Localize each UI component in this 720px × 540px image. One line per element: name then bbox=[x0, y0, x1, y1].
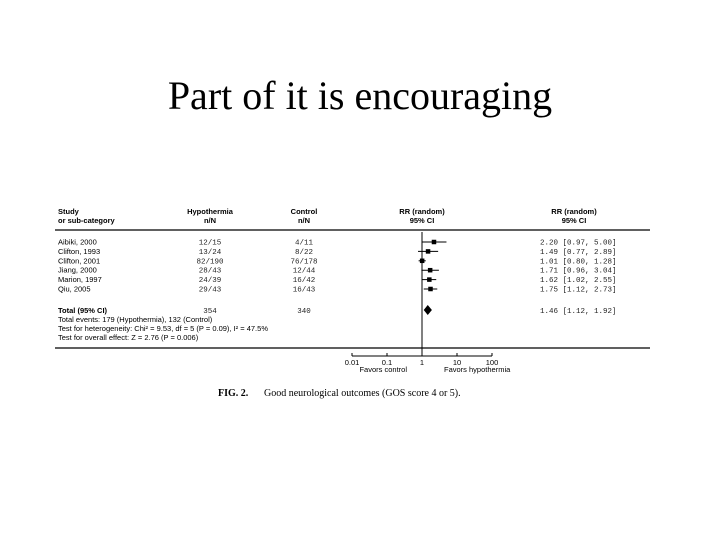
header-control: Control bbox=[290, 207, 318, 216]
figure-caption-label: FIG. 2. bbox=[218, 388, 249, 399]
header-treat-sub: n/N bbox=[203, 216, 217, 225]
x-tick-label: 0.1 bbox=[381, 358, 393, 367]
study-control: 76/178 bbox=[290, 258, 318, 267]
study-point-estimate bbox=[428, 268, 433, 273]
note-overall-effect: Test for overall effect: Z = 2.76 (P = 0.006) bbox=[58, 333, 199, 342]
study-ci-text: 1.62 [1.02, 2.55] bbox=[540, 277, 617, 286]
x-tick-label: 100 bbox=[485, 358, 499, 367]
total-control-n: 340 bbox=[297, 308, 311, 316]
header-study-sub: or sub-category bbox=[58, 216, 115, 225]
x-tick-label: 10 bbox=[452, 358, 462, 367]
study-point-estimate bbox=[428, 287, 433, 292]
header-treat: Hypothermia bbox=[187, 207, 233, 216]
study-name: Marion, 1997 bbox=[58, 275, 102, 285]
study-treat: 29/43 bbox=[198, 286, 222, 295]
header-study: Study bbox=[58, 207, 79, 216]
favors-right-label: Favors hypothermia bbox=[444, 365, 511, 374]
forest-plot-figure bbox=[52, 200, 672, 405]
study-control: 8/22 bbox=[294, 248, 314, 257]
study-control: 12/44 bbox=[292, 267, 316, 276]
favors-left-label: Favors control bbox=[359, 365, 407, 374]
study-point-estimate bbox=[432, 240, 437, 245]
header-plot-sub: 95% CI bbox=[409, 216, 435, 225]
study-ci-text: 1.75 [1.12, 2.73] bbox=[540, 286, 617, 295]
study-treat: 24/39 bbox=[198, 277, 222, 286]
study-treat: 12/15 bbox=[198, 239, 222, 248]
study-point-estimate bbox=[420, 259, 425, 264]
study-treat: 28/43 bbox=[198, 267, 222, 276]
study-control: 16/42 bbox=[292, 277, 316, 286]
header-control-sub: n/N bbox=[297, 216, 311, 225]
header-result: RR (random) bbox=[551, 207, 597, 216]
study-ci-text: 1.01 [0.80, 1.28] bbox=[540, 258, 617, 267]
study-ci-text: 1.49 [0.77, 2.89] bbox=[540, 248, 617, 257]
total-ci-text: 1.46 [1.12, 1.92] bbox=[540, 308, 617, 316]
study-control: 16/43 bbox=[292, 286, 316, 295]
x-tick-label: 1 bbox=[419, 358, 425, 367]
study-point-estimate bbox=[427, 277, 432, 282]
study-ci-text: 2.20 [0.97, 5.00] bbox=[540, 239, 617, 248]
study-treat: 13/24 bbox=[198, 248, 222, 257]
note-total-events: Total events: 179 (Hypothermia), 132 (Control) bbox=[58, 315, 213, 324]
study-point-estimate bbox=[426, 249, 431, 254]
header-plot: RR (random) bbox=[399, 207, 445, 216]
study-name: Aibiki, 2000 bbox=[58, 237, 97, 247]
pooled-estimate-diamond bbox=[424, 305, 432, 315]
study-ci-text: 1.71 [0.96, 3.04] bbox=[540, 267, 617, 276]
study-control: 4/11 bbox=[294, 239, 314, 248]
total-label: Total (95% CI) bbox=[58, 306, 108, 315]
x-tick-label: 0.01 bbox=[344, 358, 360, 367]
study-name: Clifton, 1993 bbox=[58, 246, 101, 256]
header-result-sub: 95% CI bbox=[561, 216, 587, 225]
slide-title: Part of it is encouraging bbox=[167, 73, 553, 118]
figure-caption-text: Good neurological outcomes (GOS score 4 or 5). bbox=[264, 388, 461, 399]
study-name: Clifton, 2001 bbox=[58, 256, 101, 266]
study-treat: 82/190 bbox=[196, 258, 224, 267]
study-name: Qiu, 2005 bbox=[58, 284, 91, 294]
note-heterogeneity: Test for heterogeneity: Chi² = 9.53, df = 5 (P = 0.09), I² = 47.5% bbox=[58, 324, 268, 333]
study-name: Jiang, 2000 bbox=[58, 265, 97, 275]
total-treat-n: 354 bbox=[203, 308, 217, 316]
